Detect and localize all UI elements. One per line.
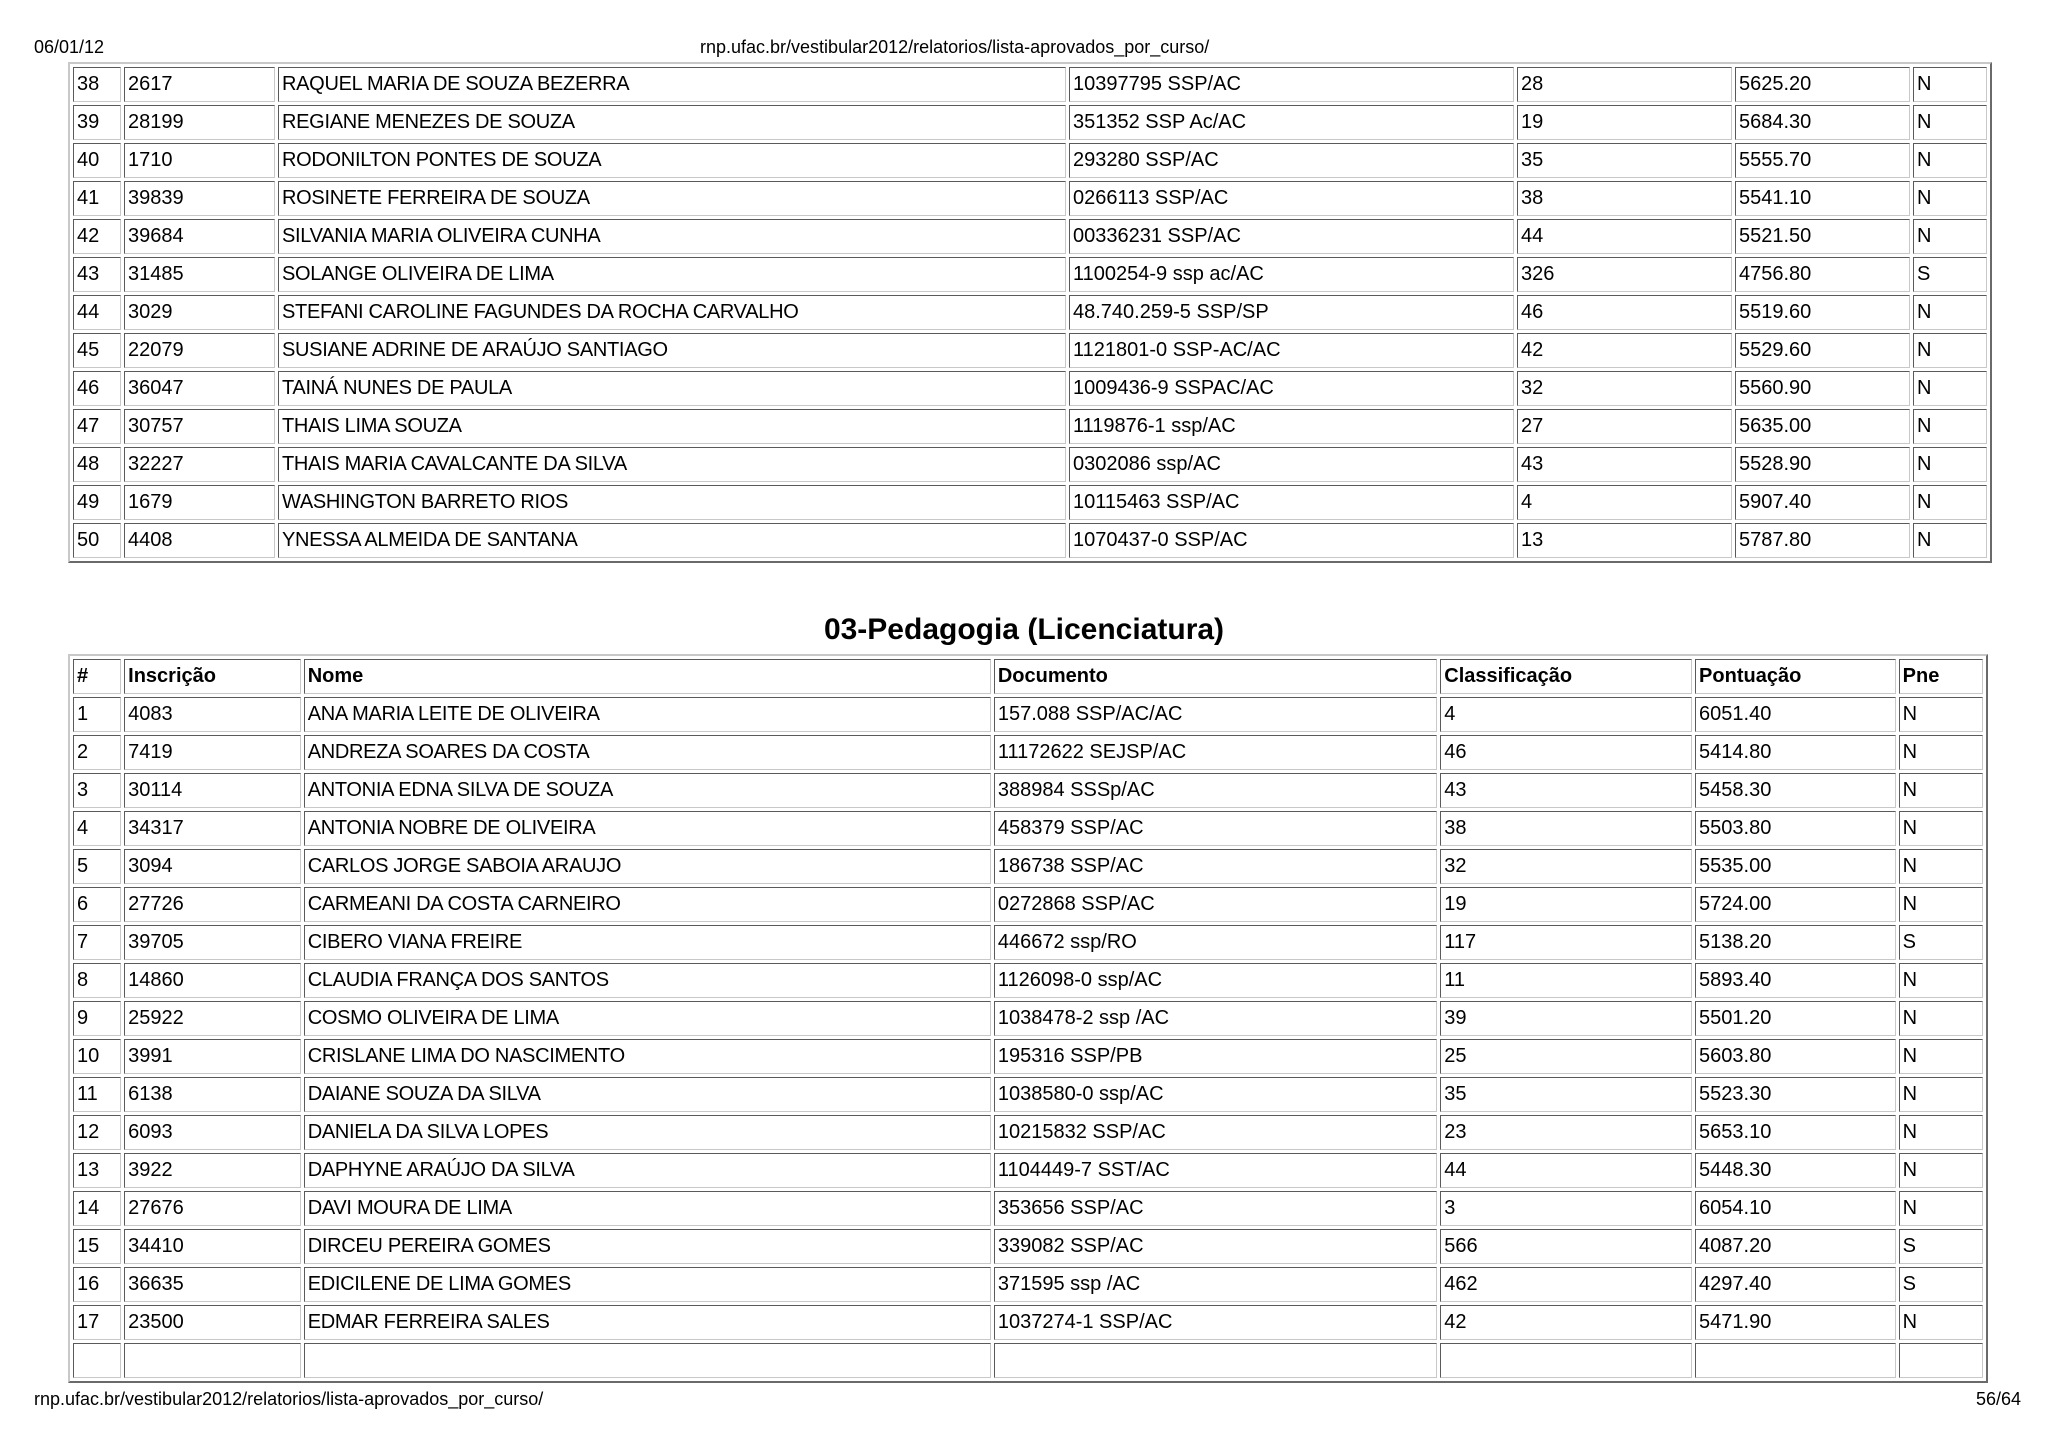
cell-document: 1070437-0 SSP/AC: [1069, 523, 1514, 558]
cell-pne: N: [1899, 1001, 1983, 1036]
cell-document: 1038580-0 ssp/AC: [994, 1077, 1437, 1112]
cell-rank: 15: [73, 1229, 121, 1264]
cell-registration: 31485: [124, 257, 275, 292]
cell-registration: 39705: [124, 925, 301, 960]
cell-score: 5471.90: [1695, 1305, 1896, 1340]
column-header-name: Nome: [304, 659, 991, 694]
cell-score: 5907.40: [1735, 485, 1910, 520]
cell-document: 0272868 SSP/AC: [994, 887, 1437, 922]
cell-pne: N: [1913, 105, 1987, 140]
cell-classification: 32: [1517, 371, 1732, 406]
cell-name: STEFANI CAROLINE FAGUNDES DA ROCHA CARVALHO: [278, 295, 1066, 330]
table-row: [73, 219, 1987, 254]
cell-rank: 17: [73, 1305, 121, 1340]
cell-pne: N: [1899, 811, 1983, 846]
cell-document: 00336231 SSP/AC: [1069, 219, 1514, 254]
table-row: [73, 1153, 1983, 1188]
cell-registration: 23500: [124, 1305, 301, 1340]
cell-classification: 43: [1440, 773, 1692, 808]
cell-classification: 13: [1517, 523, 1732, 558]
cell-pne: N: [1899, 735, 1983, 770]
cell-classification: 11: [1440, 963, 1692, 998]
cell-registration: 28199: [124, 105, 275, 140]
cell-rank: 3: [73, 773, 121, 808]
cell-document: 1104449-7 SST/AC: [994, 1153, 1437, 1188]
cell-pne: N: [1913, 181, 1987, 216]
cell-score: 5555.70: [1735, 143, 1910, 178]
table-row: [73, 887, 1983, 922]
table-row: [73, 735, 1983, 770]
cell-name: EDICILENE DE LIMA GOMES: [304, 1267, 991, 1302]
cell-rank: 10: [73, 1039, 121, 1074]
cell-rank: 38: [73, 67, 121, 102]
cell-registration: 34317: [124, 811, 301, 846]
cell-classification: 23: [1440, 1115, 1692, 1150]
cell-registration: 30114: [124, 773, 301, 808]
cell-document: [994, 1343, 1437, 1378]
cell-name: COSMO OLIVEIRA DE LIMA: [304, 1001, 991, 1036]
table-row: [73, 1267, 1983, 1302]
cell-name: [304, 1343, 991, 1378]
cell-pne: N: [1913, 67, 1987, 102]
cell-score: 5724.00: [1695, 887, 1896, 922]
cell-pne: N: [1899, 773, 1983, 808]
cell-name: CARMEANI DA COSTA CARNEIRO: [304, 887, 991, 922]
cell-name: ROSINETE FERREIRA DE SOUZA: [278, 181, 1066, 216]
cell-registration: 6138: [124, 1077, 301, 1112]
column-header-document: Documento: [994, 659, 1437, 694]
cell-classification: 462: [1440, 1267, 1692, 1302]
cell-name: DAVI MOURA DE LIMA: [304, 1191, 991, 1226]
table-row: [73, 447, 1987, 482]
table-row: [73, 1077, 1983, 1112]
cell-name: REGIANE MENEZES DE SOUZA: [278, 105, 1066, 140]
cell-rank: 42: [73, 219, 121, 254]
cell-classification: 44: [1517, 219, 1732, 254]
cell-registration: 32227: [124, 447, 275, 482]
cell-name: ANTONIA NOBRE DE OLIVEIRA: [304, 811, 991, 846]
cell-rank: 40: [73, 143, 121, 178]
cell-document: 353656 SSP/AC: [994, 1191, 1437, 1226]
cell-classification: 4: [1517, 485, 1732, 520]
cell-document: 351352 SSP Ac/AC: [1069, 105, 1514, 140]
cell-registration: 30757: [124, 409, 275, 444]
table-row: [73, 371, 1987, 406]
table-header-row: [73, 659, 1983, 694]
cell-score: 5893.40: [1695, 963, 1896, 998]
cell-document: 458379 SSP/AC: [994, 811, 1437, 846]
cell-pne: N: [1899, 1153, 1983, 1188]
cell-registration: 36047: [124, 371, 275, 406]
cell-score: 6054.10: [1695, 1191, 1896, 1226]
table-row: [73, 181, 1987, 216]
cell-pne: S: [1899, 925, 1983, 960]
cell-rank: 47: [73, 409, 121, 444]
cell-score: 5414.80: [1695, 735, 1896, 770]
cell-pne: S: [1899, 1267, 1983, 1302]
cell-classification: 326: [1517, 257, 1732, 292]
cell-rank: 50: [73, 523, 121, 558]
cell-rank: 14: [73, 1191, 121, 1226]
cell-registration: 4083: [124, 697, 301, 732]
cell-classification: [1440, 1343, 1692, 1378]
table-row: [73, 523, 1987, 558]
cell-name: ANA MARIA LEITE DE OLIVEIRA: [304, 697, 991, 732]
cell-rank: 49: [73, 485, 121, 520]
table-row: [73, 697, 1983, 732]
cell-document: 1126098-0 ssp/AC: [994, 963, 1437, 998]
table-row: [73, 1039, 1983, 1074]
cell-score: 5625.20: [1735, 67, 1910, 102]
cell-classification: 38: [1440, 811, 1692, 846]
cell-document: 11172622 SEJSP/AC: [994, 735, 1437, 770]
approved-list-table-continued: [68, 62, 1992, 563]
column-header-pne: Pne: [1899, 659, 1983, 694]
table-row: [73, 295, 1987, 330]
cell-classification: 19: [1517, 105, 1732, 140]
cell-name: ANDREZA SOARES DA COSTA: [304, 735, 991, 770]
cell-document: 446672 ssp/RO: [994, 925, 1437, 960]
cell-registration: 2617: [124, 67, 275, 102]
cell-score: 5684.30: [1735, 105, 1910, 140]
cell-document: 0266113 SSP/AC: [1069, 181, 1514, 216]
cell-classification: 39: [1440, 1001, 1692, 1036]
cell-name: THAIS LIMA SOUZA: [278, 409, 1066, 444]
cell-registration: 3094: [124, 849, 301, 884]
cell-name: WASHINGTON BARRETO RIOS: [278, 485, 1066, 520]
cell-document: 1009436-9 SSPAC/AC: [1069, 371, 1514, 406]
cell-name: DAIANE SOUZA DA SILVA: [304, 1077, 991, 1112]
cell-score: 5560.90: [1735, 371, 1910, 406]
cell-score: 5653.10: [1695, 1115, 1896, 1150]
table-row: [73, 925, 1983, 960]
print-date: 06/01/12: [34, 37, 105, 57]
cell-rank: 46: [73, 371, 121, 406]
cell-score: 5528.90: [1735, 447, 1910, 482]
cell-classification: 44: [1440, 1153, 1692, 1188]
cell-document: 10215832 SSP/AC: [994, 1115, 1437, 1150]
cell-pne: N: [1913, 371, 1987, 406]
cell-registration: 27676: [124, 1191, 301, 1226]
cell-rank: 5: [73, 849, 121, 884]
cell-pne: N: [1899, 697, 1983, 732]
cell-score: 4297.40: [1695, 1267, 1896, 1302]
cell-registration: 4408: [124, 523, 275, 558]
cell-pne: N: [1899, 963, 1983, 998]
cell-name: DANIELA DA SILVA LOPES: [304, 1115, 991, 1150]
table-row: [73, 1115, 1983, 1150]
section-title: 03-Pedagogia (Licenciatura): [823, 613, 1225, 646]
column-header-classification: Classificação: [1440, 659, 1692, 694]
cell-rank: 9: [73, 1001, 121, 1036]
cell-score: 5635.00: [1735, 409, 1910, 444]
cell-name: DIRCEU PEREIRA GOMES: [304, 1229, 991, 1264]
cell-registration: 7419: [124, 735, 301, 770]
table-row: [73, 1343, 1983, 1378]
cell-rank: 41: [73, 181, 121, 216]
cell-pne: N: [1913, 447, 1987, 482]
table-row: [73, 773, 1983, 808]
cell-registration: 25922: [124, 1001, 301, 1036]
cell-score: 5458.30: [1695, 773, 1896, 808]
cell-rank: 1: [73, 697, 121, 732]
cell-rank: 4: [73, 811, 121, 846]
cell-document: 1119876-1 ssp/AC: [1069, 409, 1514, 444]
cell-classification: 28: [1517, 67, 1732, 102]
cell-pne: N: [1899, 1115, 1983, 1150]
table-row: [73, 1001, 1983, 1036]
cell-score: 5521.50: [1735, 219, 1910, 254]
cell-name: CIBERO VIANA FREIRE: [304, 925, 991, 960]
cell-rank: 12: [73, 1115, 121, 1150]
cell-rank: 13: [73, 1153, 121, 1188]
cell-score: 5448.30: [1695, 1153, 1896, 1188]
cell-pne: N: [1899, 1191, 1983, 1226]
cell-document: 157.088 SSP/AC/AC: [994, 697, 1437, 732]
cell-document: 195316 SSP/PB: [994, 1039, 1437, 1074]
cell-rank: 2: [73, 735, 121, 770]
table-row: [73, 849, 1983, 884]
cell-name: SUSIANE ADRINE DE ARAÚJO SANTIAGO: [278, 333, 1066, 368]
cell-pne: N: [1913, 219, 1987, 254]
cell-classification: 38: [1517, 181, 1732, 216]
cell-registration: 14860: [124, 963, 301, 998]
cell-classification: 3: [1440, 1191, 1692, 1226]
table-row: [73, 811, 1983, 846]
cell-score: 5501.20: [1695, 1001, 1896, 1036]
cell-rank: 48: [73, 447, 121, 482]
table-row: [73, 67, 1987, 102]
table-row: [73, 1305, 1983, 1340]
table-row: [73, 409, 1987, 444]
cell-registration: 1710: [124, 143, 275, 178]
table-row: [73, 257, 1987, 292]
cell-rank: 16: [73, 1267, 121, 1302]
table-row: [73, 1229, 1983, 1264]
cell-name: SOLANGE OLIVEIRA DE LIMA: [278, 257, 1066, 292]
cell-name: CRISLANE LIMA DO NASCIMENTO: [304, 1039, 991, 1074]
cell-document: 1037274-1 SSP/AC: [994, 1305, 1437, 1340]
column-header-registration: Inscrição: [124, 659, 301, 694]
cell-classification: 4: [1440, 697, 1692, 732]
cell-rank: 11: [73, 1077, 121, 1112]
cell-classification: 35: [1517, 143, 1732, 178]
cell-pne: N: [1899, 1039, 1983, 1074]
cell-registration: 39839: [124, 181, 275, 216]
cell-rank: 6: [73, 887, 121, 922]
cell-pne: N: [1913, 523, 1987, 558]
cell-pne: N: [1913, 409, 1987, 444]
cell-score: 5503.80: [1695, 811, 1896, 846]
cell-name: CARLOS JORGE SABOIA ARAUJO: [304, 849, 991, 884]
print-footer-url: rnp.ufac.br/vestibular2012/relatorios/lista-aprovados_por_curso/: [34, 1389, 544, 1409]
cell-registration: 3922: [124, 1153, 301, 1188]
cell-name: ANTONIA EDNA SILVA DE SOUZA: [304, 773, 991, 808]
table-row: [73, 1191, 1983, 1226]
cell-score: 6051.40: [1695, 697, 1896, 732]
cell-document: 339082 SSP/AC: [994, 1229, 1437, 1264]
cell-document: 0302086 ssp/AC: [1069, 447, 1514, 482]
cell-name: TAINÁ NUNES DE PAULA: [278, 371, 1066, 406]
cell-document: 1038478-2 ssp /AC: [994, 1001, 1437, 1036]
cell-pne: S: [1913, 257, 1987, 292]
cell-pne: N: [1899, 1305, 1983, 1340]
cell-classification: 117: [1440, 925, 1692, 960]
cell-score: [1695, 1343, 1896, 1378]
table-row: [73, 333, 1987, 368]
cell-document: 293280 SSP/AC: [1069, 143, 1514, 178]
cell-classification: 566: [1440, 1229, 1692, 1264]
column-header-rank: #: [73, 659, 121, 694]
cell-score: 5529.60: [1735, 333, 1910, 368]
cell-classification: 43: [1517, 447, 1732, 482]
table-row: [73, 143, 1987, 178]
cell-document: 1100254-9 ssp ac/AC: [1069, 257, 1514, 292]
cell-registration: 27726: [124, 887, 301, 922]
cell-pne: N: [1913, 485, 1987, 520]
cell-registration: [124, 1343, 301, 1378]
page-number: 56/64: [1975, 1389, 2021, 1409]
cell-pne: N: [1913, 143, 1987, 178]
cell-classification: 35: [1440, 1077, 1692, 1112]
cell-pne: N: [1899, 1077, 1983, 1112]
cell-score: 5523.30: [1695, 1077, 1896, 1112]
cell-pne: S: [1899, 1229, 1983, 1264]
cell-registration: 34410: [124, 1229, 301, 1264]
cell-registration: 39684: [124, 219, 275, 254]
cell-classification: 42: [1517, 333, 1732, 368]
cell-document: 48.740.259-5 SSP/SP: [1069, 295, 1514, 330]
cell-registration: 3029: [124, 295, 275, 330]
cell-name: EDMAR FERREIRA SALES: [304, 1305, 991, 1340]
cell-rank: 45: [73, 333, 121, 368]
pedagogia-approved-table: [68, 654, 1988, 1383]
table-row: [73, 105, 1987, 140]
cell-score: 5535.00: [1695, 849, 1896, 884]
cell-pne: N: [1899, 849, 1983, 884]
cell-score: 5603.80: [1695, 1039, 1896, 1074]
cell-registration: 36635: [124, 1267, 301, 1302]
print-header-url: rnp.ufac.br/vestibular2012/relatorios/lista-aprovados_por_curso/: [700, 37, 1210, 57]
cell-classification: 46: [1517, 295, 1732, 330]
cell-document: 371595 ssp /AC: [994, 1267, 1437, 1302]
cell-score: 5138.20: [1695, 925, 1896, 960]
cell-classification: 32: [1440, 849, 1692, 884]
cell-pne: N: [1913, 333, 1987, 368]
cell-score: 5541.10: [1735, 181, 1910, 216]
cell-rank: 39: [73, 105, 121, 140]
cell-classification: 42: [1440, 1305, 1692, 1340]
column-header-score: Pontuação: [1695, 659, 1896, 694]
cell-rank: 8: [73, 963, 121, 998]
cell-pne: [1899, 1343, 1983, 1378]
cell-score: 4087.20: [1695, 1229, 1896, 1264]
cell-document: 1121801-0 SSP-AC/AC: [1069, 333, 1514, 368]
cell-pne: N: [1899, 887, 1983, 922]
cell-registration: 22079: [124, 333, 275, 368]
cell-name: DAPHYNE ARAÚJO DA SILVA: [304, 1153, 991, 1188]
cell-rank: 44: [73, 295, 121, 330]
cell-registration: 6093: [124, 1115, 301, 1150]
cell-classification: 46: [1440, 735, 1692, 770]
cell-classification: 27: [1517, 409, 1732, 444]
cell-score: 4756.80: [1735, 257, 1910, 292]
cell-document: 10397795 SSP/AC: [1069, 67, 1514, 102]
cell-name: SILVANIA MARIA OLIVEIRA CUNHA: [278, 219, 1066, 254]
cell-document: 186738 SSP/AC: [994, 849, 1437, 884]
cell-rank: 7: [73, 925, 121, 960]
table-row: [73, 485, 1987, 520]
cell-document: 388984 SSSp/AC: [994, 773, 1437, 808]
cell-name: CLAUDIA FRANÇA DOS SANTOS: [304, 963, 991, 998]
table-row: [73, 963, 1983, 998]
cell-rank: [73, 1343, 121, 1378]
cell-classification: 19: [1440, 887, 1692, 922]
cell-pne: N: [1913, 295, 1987, 330]
cell-name: RAQUEL MARIA DE SOUZA BEZERRA: [278, 67, 1066, 102]
cell-name: RODONILTON PONTES DE SOUZA: [278, 143, 1066, 178]
cell-name: YNESSA ALMEIDA DE SANTANA: [278, 523, 1066, 558]
cell-document: 10115463 SSP/AC: [1069, 485, 1514, 520]
cell-score: 5519.60: [1735, 295, 1910, 330]
cell-rank: 43: [73, 257, 121, 292]
cell-registration: 1679: [124, 485, 275, 520]
cell-name: THAIS MARIA CAVALCANTE DA SILVA: [278, 447, 1066, 482]
cell-registration: 3991: [124, 1039, 301, 1074]
cell-classification: 25: [1440, 1039, 1692, 1074]
cell-score: 5787.80: [1735, 523, 1910, 558]
